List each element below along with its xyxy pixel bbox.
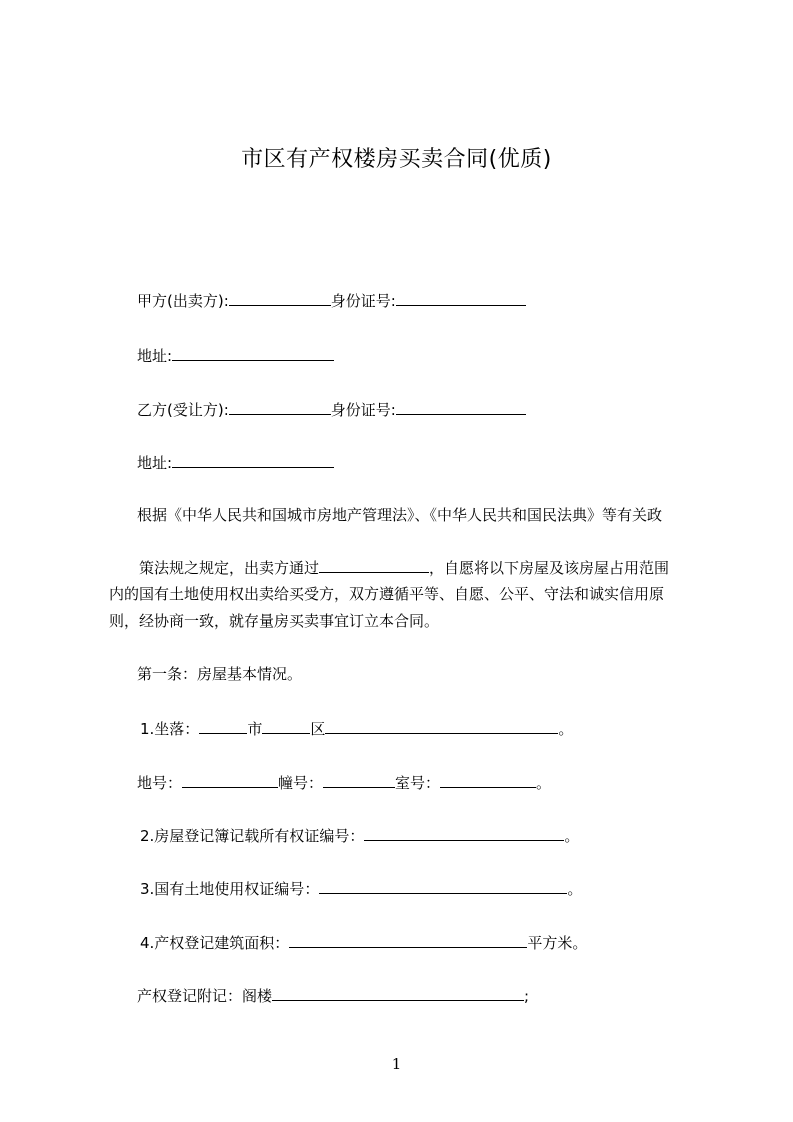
attic-label: 产权登记附记：阁楼 bbox=[137, 987, 273, 1005]
transfer-method-blank bbox=[319, 557, 429, 573]
item-3-line bbox=[140, 878, 582, 899]
room-number-blank bbox=[440, 772, 536, 788]
item-2-line bbox=[140, 825, 579, 846]
numbers-end: 。 bbox=[536, 774, 552, 792]
lot-number-label: 地号： bbox=[137, 774, 183, 792]
district-label: 区 bbox=[310, 720, 326, 738]
party-b-id-label: 身份证号: bbox=[330, 401, 396, 419]
party-b-id-blank bbox=[396, 399, 526, 415]
land-cert-label: 3.国有土地使用权证编号： bbox=[140, 880, 320, 898]
address-b-label: 地址: bbox=[137, 454, 173, 472]
location-label: 1.坐落： bbox=[140, 720, 200, 738]
floor-area-unit: 平方米。 bbox=[527, 934, 588, 952]
floor-area-blank bbox=[289, 932, 527, 948]
preamble-line-1: 根据《中华人民共和国城市房地产管理法》、《中华人民共和国民法典》等有关政 bbox=[137, 506, 663, 524]
preamble-line-2-end: ，自愿将以下房屋及该房屋占用范围 bbox=[429, 559, 670, 577]
address-b-blank bbox=[172, 452, 334, 468]
party-b-line bbox=[137, 399, 526, 420]
document-title: 市区有产权楼房买卖合同(优质) bbox=[241, 147, 552, 172]
lot-number-blank bbox=[182, 772, 278, 788]
district-blank bbox=[262, 718, 310, 734]
party-a-name-blank bbox=[229, 290, 331, 306]
party-a-id-label: 身份证号: bbox=[330, 292, 396, 310]
city-blank bbox=[199, 718, 247, 734]
party-a-id-blank bbox=[396, 290, 526, 306]
article-1-heading: 第一条：房屋基本情况。 bbox=[137, 665, 303, 683]
location-end: 。 bbox=[558, 720, 574, 738]
preamble-line-2-start: 策法规之规定，出卖方通过 bbox=[139, 559, 320, 577]
address-a-label: 地址: bbox=[137, 347, 173, 365]
party-a-label: 甲方(出卖方): bbox=[137, 292, 229, 310]
ownership-cert-label: 2.房屋登记簿记载所有权证编号： bbox=[140, 827, 365, 845]
ownership-cert-blank bbox=[364, 825, 564, 841]
party-b-name-blank bbox=[229, 399, 331, 415]
preamble-line-3: 内的国有土地使用权出卖给买受方，双方遵循平等、自愿、公平、守法和诚实信用原 bbox=[109, 585, 665, 603]
item-4-line bbox=[140, 932, 587, 953]
address-detail-blank bbox=[325, 718, 558, 734]
page-number: 1 bbox=[391, 1055, 402, 1073]
preamble-line-4: 则，经协商一致，就存量房买卖事宜订立本合同。 bbox=[109, 612, 440, 630]
preamble-line-2 bbox=[139, 557, 669, 578]
party-b-label: 乙方(受让方): bbox=[137, 401, 229, 419]
building-number-blank bbox=[323, 772, 395, 788]
item-3-end: 。 bbox=[567, 880, 583, 898]
address-b-line bbox=[137, 452, 334, 473]
room-number-label: 室号： bbox=[395, 774, 441, 792]
attic-line bbox=[137, 985, 529, 1006]
floor-area-label: 4.产权登记建筑面积： bbox=[140, 934, 290, 952]
item-2-end: 。 bbox=[564, 827, 580, 845]
numbers-line bbox=[137, 772, 551, 793]
party-a-line bbox=[137, 290, 526, 311]
land-cert-blank bbox=[319, 878, 567, 894]
building-number-label: 幢号： bbox=[278, 774, 324, 792]
address-a-blank bbox=[172, 345, 334, 361]
address-a-line bbox=[137, 345, 334, 366]
attic-end: ; bbox=[524, 987, 530, 1005]
city-label: 市 bbox=[247, 720, 263, 738]
attic-blank bbox=[272, 985, 524, 1001]
location-line bbox=[140, 718, 573, 739]
